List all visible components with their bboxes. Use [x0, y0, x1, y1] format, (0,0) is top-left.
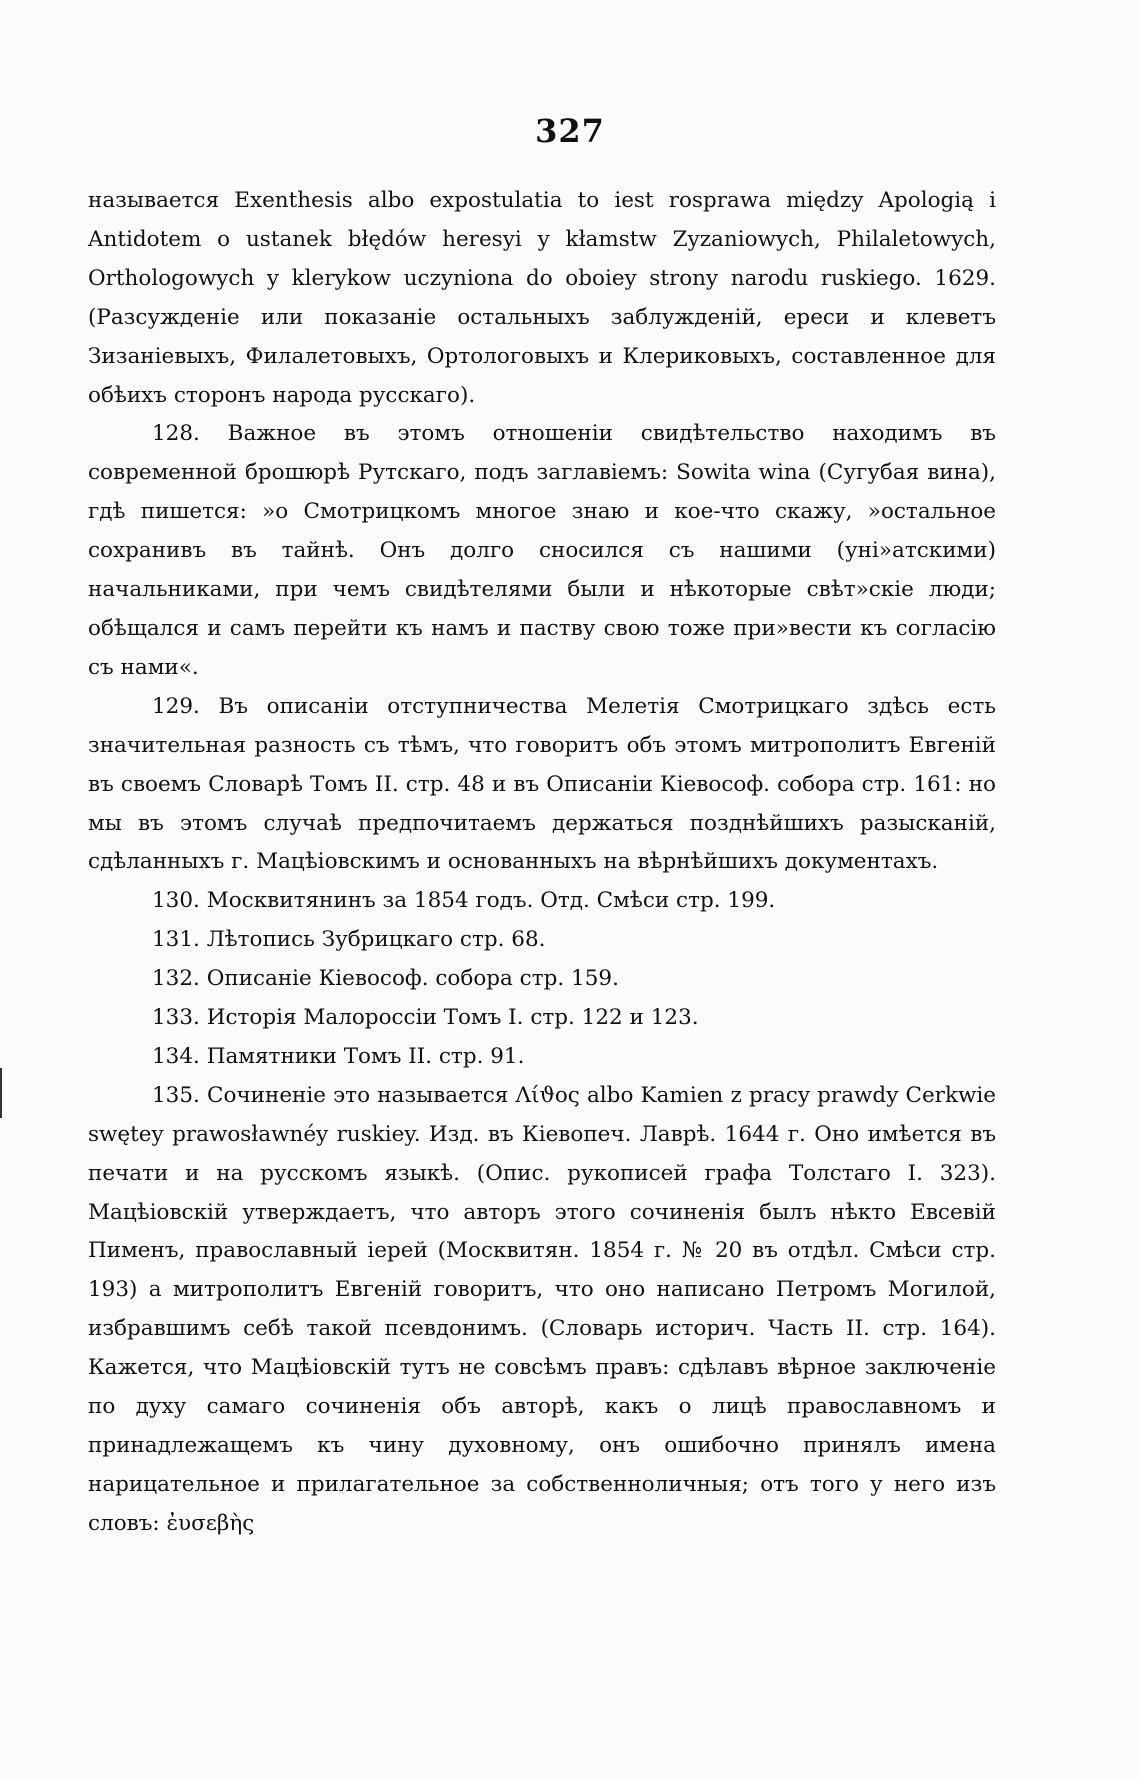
note-129: 129. Въ описаніи отступничества Мелетія Смотрицкаго здѣсь есть значительная разность съ тѣмъ, что говоритъ объ этомъ митрополитъ Евгеній въ своемъ Словарѣ Томъ II. стр. 48 и въ Описаніи Кіевософ. собора стр. 161: но мы въ этомъ случаѣ предпочитаемъ держаться позднѣйшихъ разысканій, сдѣланныхъ г. Мацѣіовскимъ и основанныхъ на вѣрнѣйшихъ документахъ.	[88, 693, 996, 875]
note-132: 132. Описаніе Кіевософ. собора стр. 159.	[152, 966, 619, 992]
note-135: 135. Сочиненіе это называется Λίϑος albo Kamien z pracy prawdy Cerkwie swętey prawosławnéy ruskiey. Изд. въ Кіевопеч. Лаврѣ. 1644 г. Оно имѣется въ печати и на русскомъ языкѣ. (Опис. рукописей графа Толстаго I. 323). Мацѣіовскій утверждаетъ, что авторъ этого сочиненія былъ нѣкто Евсевій Пименъ, православный іерей (Москвитян. 1854 г. № 20 въ отдѣл. Смѣси стр. 193) а митрополитъ Евгеній говоритъ, что оно написано Петромъ Могилой, избравшимъ себѣ такой псевдонимъ. (Словарь историч. Часть II. стр. 164). Кажется, что Мацѣіовскій тутъ не совсѣмъ правъ: сдѣлавъ вѣрное заключеніе по духу самаго сочиненія объ авторѣ, какъ о лицѣ православномъ и принадлежащемъ къ чину духовному, онъ ошибочно принялъ имена нарицательное и прилагательное за собственноличныя; отъ того у него изъ словъ: ἐυσεβὴς	[88, 1082, 996, 1536]
page-number: 327	[535, 112, 605, 150]
note-133: 133. Исторія Малороссіи Томъ I. стр. 122 и 123.	[152, 1005, 699, 1031]
note-128: 128. Важное въ этомъ отношеніи свидѣтельство находимъ въ современной брошюрѣ Рутскаго, подъ заглавіемъ: Sowita wina (Сугубая вина), гдѣ пишется: »о Смотрицкомъ многое знаю и кое-что скажу, »остальное сохранивъ въ тайнѣ. Онъ долго сносился съ нашими (уні»атскими) начальниками, при чемъ свидѣтелями были и нѣкоторые свѣт»скіе люди; обѣщался и самъ перейти къ намъ и паству свою тоже при»вести къ согласію съ нами«.	[88, 421, 996, 680]
note-131: 131. Лѣтопись Зубрицкаго стр. 68.	[152, 927, 546, 953]
note-134: 134. Памятники Томъ II. стр. 91.	[152, 1043, 525, 1069]
note-130: 130. Москвитянинъ за 1854 годъ. Отд. Смѣси стр. 199.	[152, 888, 776, 914]
paragraph-continuation: называется Exenthesis albo expostulatia to iest rosprawa między Apologią i Antidotem o ustanek błędów heresyi y kłamstw Zyzaniowych, Philaletowych, Orthologowych y klerykow uczyniona do oboiey strony narodu ruskiego. 1629. (Разсужденіе или показаніе остальныхъ заблужденій, ереси и клеветъ Зизаніевыхъ, Филалетовыхъ, Ортологовыхъ и Клериковыхъ, составленное для обѣихъ сторонъ народа русскаго).	[88, 188, 996, 408]
body-text	[88, 182, 996, 1544]
margin-mark	[0, 1068, 2, 1118]
